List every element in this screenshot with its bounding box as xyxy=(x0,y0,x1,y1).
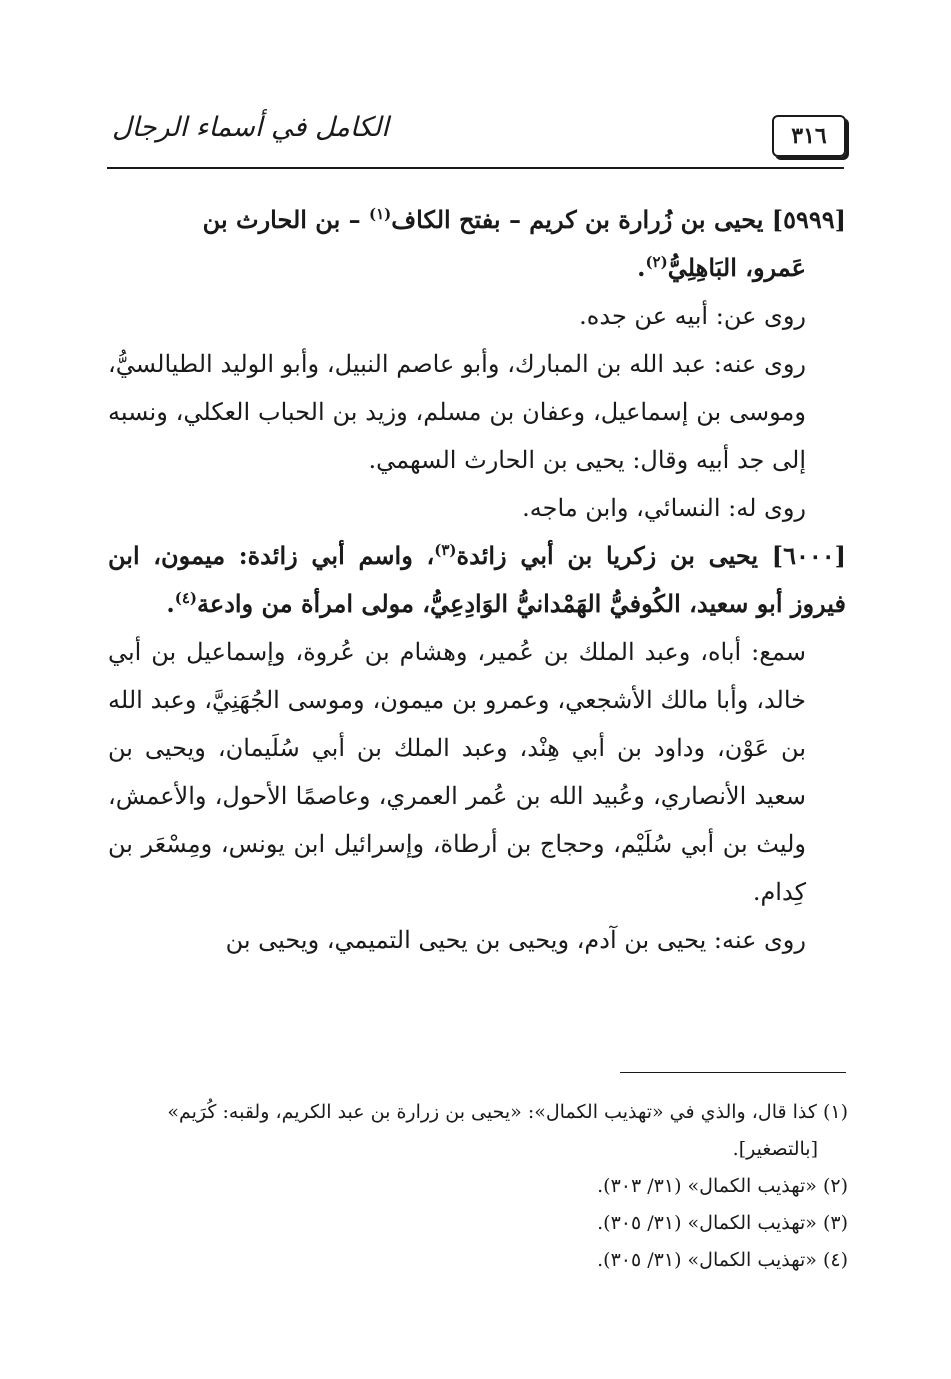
running-title: الكامل في أسماء الرجال xyxy=(112,112,389,143)
entry-5999-line1: [٥٩٩٩] يحيى بن زُرارة بن كريم – بفتح الكاف xyxy=(391,205,846,234)
entry-5999-line2: عَمرو، البَاهِلِيُّ xyxy=(667,253,806,282)
entry-6000-b: ، واسم أبي زائدة: ميمون، ابن فيروز أبو سعيد، الكُوفيُّ الهَمْدانيُّ الوَادِعِيُّ، مولى امرأة من وادعة xyxy=(108,541,846,618)
paragraph-narrated-from: روى عن: أبيه عن جده. xyxy=(579,302,806,330)
footnote-ref-3: (٣) xyxy=(434,541,457,559)
footnote-1-cont: [بالتصغير]. xyxy=(732,1138,818,1160)
footnote-ref-1: (١) xyxy=(368,205,392,223)
paragraph-heard-from: سمع: أباه، وعبد الملك بن عُمير، وهشام بن عُروة، وإسماعيل بن أبي خالد، وأبا مالك الأشجعي، وعمرو بن ميمون، وموسى الجُهَنِيَّ، وعبد الله بن عَوْن، وداود بن أبي هِنْد، وعبد الملك بن أبي سُلَيمان، ويحيى بن سعيد الأنصاري، وعُبيد الله بن عُمر العمري، وعاصمًا الأحول، والأعمش، وليث بن أبي سُلَيْم، وحجاج بن أرطاة، وإسرائيل ابن يونس، ومِسْعَر بن كِدام. xyxy=(108,638,806,906)
paragraph-narrators: روى عنه: عبد الله بن المبارك، وأبو عاصم النبيل، وأبو الوليد الطيالسيُّ، وموسى بن إسماعيل، وعفان بن مسلم، وزيد بن الحباب العكلي، ونسبه إلى جد أبيه وقال: يحيى بن الحارث السهمي. xyxy=(108,350,806,474)
entry-5999-heading-cont xyxy=(108,244,846,292)
footnote-3: (٣) «تهذيب الكمال» (٣١/ ٣٠٥). xyxy=(597,1212,848,1234)
paragraph-narrated-by-6000: روى عنه: يحيى بن آدم، ويحيى بن يحيى التميمي، ويحيى بن xyxy=(225,926,806,954)
footnotes xyxy=(108,1094,848,1279)
footnote-rule xyxy=(620,1072,846,1073)
entry-6000-end: . xyxy=(166,589,175,618)
entry-5999-heading xyxy=(108,196,846,244)
footnote-1: (١) كذا قال، والذي في «تهذيب الكمال»: «يحيى بن زرارة بن عبد الكريم، ولقبه: كُرَيم» xyxy=(167,1101,848,1123)
footnote-ref-4: (٤) xyxy=(174,589,198,607)
footnote-4: (٤) «تهذيب الكمال» (٣١/ ٣٠٥). xyxy=(597,1249,848,1271)
footnote-2: (٢) «تهذيب الكمال» (٣١/ ٣٠٣). xyxy=(597,1175,848,1197)
entry-5999-line1-rest: – بن الحارث بن xyxy=(202,205,369,234)
entry-5999-end: . xyxy=(637,253,646,282)
footnote-ref-2: (٢) xyxy=(645,253,668,271)
page-number: ٣١٦ xyxy=(772,115,846,157)
entry-6000-heading xyxy=(108,532,846,628)
main-text xyxy=(108,196,846,964)
entry-6000-a: [٦٠٠٠] يحيى بن زكريا بن أبي زائدة xyxy=(456,541,847,570)
header-rule xyxy=(107,167,844,169)
paragraph-narrated-by: روى له: النسائي، وابن ماجه. xyxy=(522,494,806,522)
